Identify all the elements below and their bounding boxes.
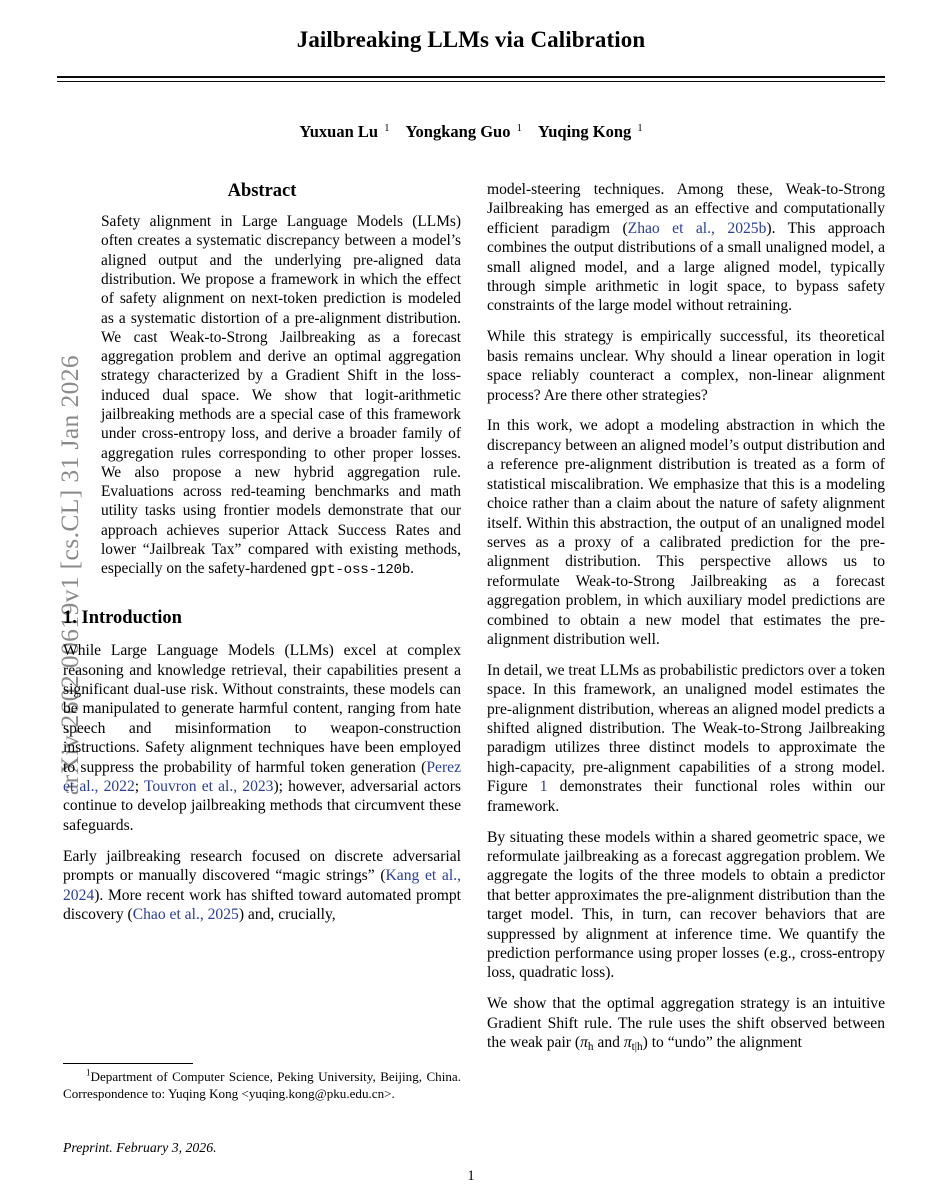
math-subscript: t|h — [631, 1041, 643, 1054]
body-paragraph: model-steering techniques. Among these, Weak-to-Strong Jailbreaking has emerged as an effective and computationally efficient paradigm (Zhao et al., 2025b). This approach combines the output distributions of a small unaligned model, a small aligned model, and a large aligned model, typically through simple arithmetic in logit space, to bypass safety constraints of the large model without retraining. — [487, 181, 885, 315]
right-column — [487, 180, 885, 1067]
body-paragraph: Early jailbreaking research focused on discrete adversarial prompts or manually discovered “magic strings” (Kang et al., 2024). More recent work has shifted toward automated prompt discovery (Chao et al., 2025) and, crucially, — [63, 847, 461, 923]
page-title: Jailbreaking LLMs via Calibration — [296, 27, 646, 52]
footnote-divider — [63, 1063, 193, 1064]
body-paragraph: While Large Language Models (LLMs) excel at complex reasoning and knowledge retrieval, their capabilities present a significant dual-use risk. Without constraints, these models can be manipulated to generate harmful content, ranging from hate speech and misinformation to weapon-construction instructions. Safety alignment techniques have been employed to suppress the probability of harmful token generation (Perez et al., 2022; Touvron et al., 2023); however, adversarial actors continue to develop jailbreaking methods that circumvent these safeguards. — [63, 642, 461, 834]
body-paragraph: While this strategy is empirically successful, its theoretical basis remains unclear. Why should a linear operation in logit space reliably counteract a complex, non-linear alignment process? Are there other strategies? — [487, 328, 885, 404]
author-list — [57, 122, 885, 142]
author-name: Yongkang Guo $^1$ — [405, 122, 522, 141]
title-divider-thin — [57, 81, 885, 82]
math-symbol: $\pi_h$ — [580, 1034, 594, 1054]
math-subscript: h — [587, 1041, 594, 1054]
title-block — [57, 26, 885, 54]
model-name-inline-code: gpt-oss-120b — [310, 562, 411, 579]
author-name: Yuxuan Lu $^1$ — [299, 122, 390, 141]
body-paragraph: In detail, we treat LLMs as probabilistic predictors over a token space. In this framework, an unaligned model estimates the pre-alignment distribution, whereas an aligned model predicts a shifted aligned distribution. The Weak-to-Strong Jailbreaking paradigm utilizes three distinct models to approximate the high-capacity, pre-alignment capabilities of a strong model. Figure 1 demonstrates their functional roles within our framework. — [487, 661, 885, 815]
page-number: 1 — [467, 1168, 475, 1184]
citation-link[interactable]: Kang et al., 2024 — [63, 867, 461, 904]
abstract-body: Safety alignment in Large Language Models (LLMs) often creates a systematic discrepancy between a model’s aligned output and the underlying pre-aligned data distribution. We propose a framework in which the effect of safety alignment on next-token prediction is modeled as a systematic distortion of a pre-alignment distribution. We cast Weak-to-Strong Jailbreaking as a forecast aggregation problem and derive an optimal aggregation strategy characterized by a Gradient Shift in the loss-induced dual space. We show that logit-arithmetic jailbreaking methods are a special case of this framework under cross-entropy loss, and derive a broader family of aggregation rules corresponding to other proper losses. We also propose a new hybrid aggregation rule. Evaluations across red-teaming benchmarks and math utility tasks using frontier models demonstrate that our approach achieves superior Attack Success Rates and lower “Jailbreak Tax” compared with existing methods, especially on the safety-hardened gpt-oss-120b. — [101, 213, 461, 579]
citation-link[interactable]: Perez et al., 2022 — [63, 758, 461, 796]
footnote-marker: 1 — [86, 1068, 91, 1078]
citation-link[interactable]: Touvron et al., 2023 — [143, 778, 274, 796]
section-heading-introduction: 1. Introduction — [63, 608, 182, 629]
right-column-paragraphs — [487, 180, 885, 1055]
footnote-text: $^1$Department of Computer Science, Peking University, Beijing, China. Correspondence to: Yuqing Kong <yuqing.kong@pku.edu.cn>. — [63, 1068, 461, 1101]
preprint-notice: Preprint. February 3, 2026. — [63, 1140, 217, 1155]
arxiv-identifier-stamp: arXiv:2602.00619v1 [cs.CL] 31 Jan 2026 — [55, 354, 84, 796]
body-paragraph: By situating these models within a shared geometric space, we reformulate jailbreaking as a forecast aggregation problem. We aggregate the logits of the three models to obtain a predictor that better approximates the pre-alignment distribution than the target model. This, in turn, can recover behaviors that are suppressed by alignment at inference time. We quantify the prediction performance using proper losses (e.g., cross-entropy loss, quadratic loss). — [487, 828, 885, 982]
body-paragraph: We show that the optimal aggregation strategy is an intuitive Gradient Shift rule. The rule uses the shift observed between the weak pair ($\pi_h$ and $\pi_{t|h}$) to “undo” the alignment — [487, 995, 885, 1054]
author-affiliation-marker: 1 — [516, 122, 522, 134]
abstract-heading: Abstract — [227, 181, 297, 201]
body-paragraph: In this work, we adopt a modeling abstraction in which the discrepancy between an aligned model’s output distribution and a reference pre-alignment distribution is treated as a form of statistical miscalibration. We emphasize that this is a modeling choice rather than a claim about the nature of safety alignment itself. Within this abstraction, the output of an unaligned model serves as a proxy of a calibrated prediction for the pre-alignment distribution. This perspective allows us to reformulate Weak-to-Strong Jailbreaking as a forecast aggregation problem, in which auxiliary model predictions are combined to obtain a new model that estimates the pre-alignment distribution well. — [487, 417, 885, 648]
math-symbol: $\pi_{t|h}$ — [623, 1034, 643, 1054]
left-column — [63, 180, 461, 936]
author-name: Yuqing Kong $^1$ — [537, 122, 643, 141]
citation-link[interactable]: Zhao et al., 2025b — [627, 219, 767, 237]
introduction-paragraphs — [63, 641, 461, 924]
title-divider-thick — [57, 76, 885, 78]
author-affiliation-marker: 1 — [637, 122, 643, 134]
figure-reference-link[interactable]: 1 — [539, 778, 548, 796]
citation-link[interactable]: Chao et al., 2025 — [132, 905, 239, 923]
author-affiliation-marker: 1 — [384, 122, 390, 134]
affiliation-footnote — [63, 1068, 461, 1102]
